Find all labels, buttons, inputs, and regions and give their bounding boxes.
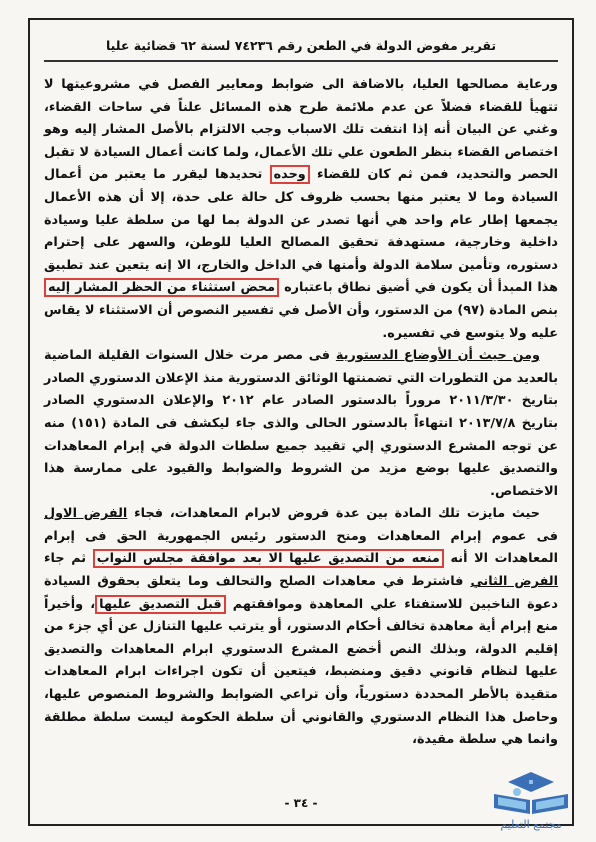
paragraph-3-text-e: ، وأخيراً منع إبرام أية معاهدة تخالف أحكام الدستور، أو يترتب عليها التنازل عن أي جزء من إقليم الدولة، وبذلك النص أخضع المشرع الدستوري ابرام المعاهدات والتصديق عليها لنظام قانوني دقيق ومنضبط، فيتعين أن تكون اجراءات ابرام المعاهدات متقيدة بالأطر المحددة دستورياً، وأن تراعي الضوابط والشروط المنصوص عليها، وحاصل هذا النظام الدستوري والقانوني أن سلطة الحكومة ليست سلطة مطلقة وانما هي سلطة مقيدة، bbox=[44, 596, 558, 748]
paragraph-3 bbox=[44, 503, 558, 752]
underlined-phrase: ومن حيث أن الأوضاع الدستورية bbox=[335, 348, 540, 364]
header-rule bbox=[44, 60, 558, 62]
highlight-box: قبل التصديق عليها bbox=[95, 595, 226, 614]
page-header: تقرير مفوض الدولة في الطعن رقم ٧٤٢٣٦ لسنة ٦٢ قضائية عليا bbox=[105, 38, 497, 53]
highlight-box: محض استثناء من الحظر المشار إليه bbox=[44, 278, 279, 297]
paragraph-1-text-a: ورعاية مصالحها العليا، بالاضافة الى ضوابط ومعايير الفصل في مشروعيتها لا تتهيأ للقضاء فضلاً عن عدم ملائمة طرح هذه المسائل علناً في ساحات القضاء، وغني عن البيان أنه إذا انتفت تلك الاسباب وجب الالتزام بالأصل المشار إليه وهو اختصاص القضاء بنظر الطعون علي تلك الأعمال، ولما كانت أعمال السيادة لا تقبل الحصر والتحديد، فمن ثم كان للقضاء bbox=[44, 77, 558, 183]
highlight-box: وحده bbox=[270, 165, 310, 184]
paragraph-3-text-b: فى عموم إبرام المعاهدات ومنح الدستور رئيس الجمهورية الحق فى إبرام المعاهدات الا أنه bbox=[44, 528, 558, 567]
watermark bbox=[470, 770, 592, 838]
paragraph-1-text-c: بنص المادة (٩٧) من الدستور، وأن الأصل في تفسير النصوص أن الاستثناء لا يقاس عليه ولا يتوسع في تفسيره. bbox=[44, 302, 558, 341]
paragraph-3-text-a: حيث مايزت تلك المادة بين عدة فروض لابرام المعاهدات، فجاء bbox=[134, 506, 540, 522]
document-body bbox=[44, 74, 558, 752]
paragraph-1 bbox=[44, 74, 558, 345]
paragraph-3-text-d: فاشترط في معاهدات الصلح والتحالف وما يتعلق بحقوق السيادة دعوة الناخبين للاستفتاء علي المعاهدة وموافقتهم bbox=[44, 574, 558, 612]
paragraph-1-text-b: تحديدها ليقرر ما يعتبر من أعمال السيادة وما لا يعتبر منها بحسب ظروف كل حالة على حدة، إلا أن هذه الأعمال يجمعها إطار عام واحد هي أنها تصدر عن الدولة بما لها من سلطة عليا وسيادة داخلية وخارجية، مستهدفة تحقيق المصالح العليا للوطن، والسهر على إحترام دستوره، وتأمين سلامة الدولة وأمنها في الداخل والخارج، الا إنه يتعين عند تطبيق هذا المبدأ أن يكون في أضيق نطاق باعتباره bbox=[44, 167, 558, 296]
underlined-phrase: الفرض الثاني bbox=[470, 574, 558, 590]
highlight-box: منعه من التصديق عليها الا بعد موافقة مجلس النواب bbox=[93, 549, 444, 568]
paragraph-2 bbox=[44, 345, 558, 503]
page-number: - ٣٤ - bbox=[284, 796, 318, 810]
paragraph-2-text: فى مصر مرت خلال السنوات القليلة الماضية بالعديد من التطورات التي تضمنتها الوثائق الدستورية منذ الإعلان الدستوري الصادر بتاريخ ٢٠١١/٣/٣٠ مروراً بالدستور الصادر عام ٢٠١٢ والإعلان الدستوري الصادر بتاريخ ٢٠١٣/٧/٨ انتهاءاً بالدستور الحالى والذى جاء ليكشف فى المادة (١٥١) منه عن توجه المشرع الدستوري إلي تقييد جميع سلطات الدولة في إبرام المعاهدات والتصديق عليها بوضع مزيد من الشروط والضوابط والقيود على ممارسة هذا الاختصاص. bbox=[44, 348, 558, 499]
paragraph-3-text-c: ثم جاء bbox=[44, 551, 87, 567]
book-hat-logo-icon bbox=[488, 770, 574, 816]
watermark-text: مجتمع التعليم bbox=[500, 818, 562, 831]
underlined-phrase: الفرض الاول bbox=[44, 506, 128, 522]
document-page bbox=[28, 18, 574, 826]
